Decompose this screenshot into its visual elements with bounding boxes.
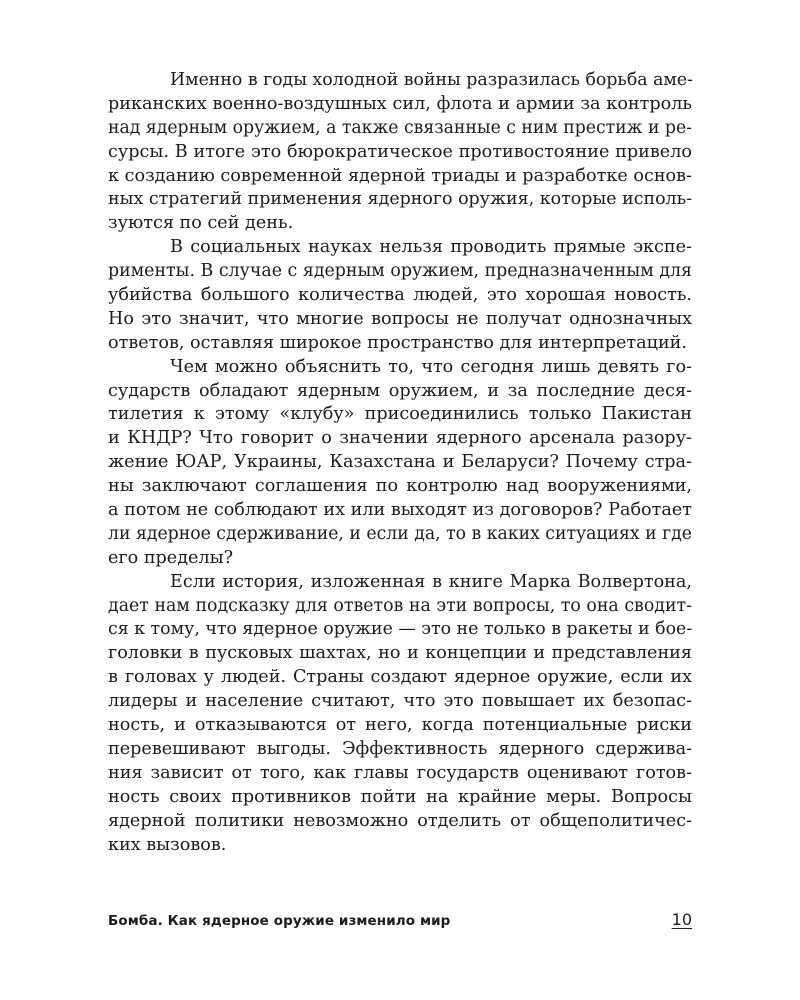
text-line: тилетия к этому «клубу» присоединились только Пакистан bbox=[108, 404, 692, 425]
page-number: 10 bbox=[671, 910, 692, 929]
text-line: и КНДР? Что говорит о значении ядерного арсенала разору- bbox=[108, 428, 692, 449]
text-line: сударств обладают ядерным оружием, и за последние деся- bbox=[108, 380, 692, 401]
text-line: ких вызовов. bbox=[108, 834, 227, 855]
text-line: ных стратегий применения ядерного оружия, которые исполь- bbox=[108, 189, 692, 210]
running-footer bbox=[108, 910, 692, 932]
paragraph bbox=[108, 236, 692, 355]
text-line: ответов, оставляя широкое пространство для интерпретаций. bbox=[108, 332, 687, 353]
text-line: ность своих противников пойти на крайние меры. Вопросы bbox=[108, 786, 692, 807]
text-line: жение ЮАР, Украины, Казахстана и Беларуси? Почему стра- bbox=[108, 452, 692, 473]
text-line: зуются по сей день. bbox=[108, 213, 294, 234]
text-line: лидеры и население считают, что это повышает их безопас- bbox=[108, 691, 692, 712]
text-line: ния зависит от того, как главы государств оценивают готов- bbox=[108, 762, 692, 783]
text-line: убийства большого количества людей, это хорошая новость. bbox=[108, 285, 692, 306]
text-line: ся к тому, что ядерное оружие — это не только в ракеты и бое- bbox=[108, 619, 693, 640]
text-line: риканских военно-воздушных сил, флота и армии за контроль bbox=[108, 93, 692, 114]
text-line: над ядерным оружием, а также связанные с ним престиж и ре- bbox=[108, 117, 692, 138]
text-line: ность, и отказываются от него, когда потенциальные риски bbox=[108, 715, 692, 736]
text-line: сурсы. В итоге это бюрократическое противостояние привело bbox=[108, 141, 692, 162]
paragraph bbox=[108, 69, 692, 236]
book-title: Бомба. Как ядерное оружие изменило мир bbox=[108, 913, 451, 929]
text-line: ли ядерное сдерживание, и если да, то в каких ситуациях и где bbox=[108, 523, 692, 544]
text-line: а потом не соблюдают их или выходят из договоров? Работает bbox=[108, 500, 692, 521]
text-line: ядерной политики невозможно отделить от общеполитичес- bbox=[108, 810, 692, 831]
text-line: Но это значит, что многие вопросы не получат однозначных bbox=[108, 308, 692, 329]
text-line: В социальных науках нельзя проводить прямые экспе- bbox=[170, 237, 692, 258]
text-line: Если история, изложенная в книге Марка Волвертона, bbox=[170, 571, 692, 592]
text-line: головки в пусковых шахтах, но и концепции и представления bbox=[108, 643, 692, 664]
text-line: дает нам подсказку для ответов на эти вопросы, то она сводит- bbox=[108, 595, 692, 616]
text-line: его пределы? bbox=[108, 547, 234, 568]
text-line: к созданию современной ядерной триады и разработке основ- bbox=[108, 165, 692, 186]
text-line: Именно в годы холодной войны разразилась борьба аме- bbox=[170, 70, 693, 90]
paragraph bbox=[108, 356, 692, 571]
text-line: рименты. В случае с ядерным оружием, предназначенным для bbox=[108, 261, 692, 282]
body-text bbox=[108, 69, 692, 857]
paragraph bbox=[108, 571, 692, 858]
text-line: Чем можно объяснить то, что сегодня лишь девять го- bbox=[170, 356, 692, 377]
text-line: ны заключают соглашения по контролю над вооружениями, bbox=[108, 476, 692, 497]
text-line: перевешивают выгоды. Эффективность ядерного сдержива- bbox=[108, 738, 692, 759]
text-line: в головах у людей. Страны создают ядерное оружие, если их bbox=[108, 667, 692, 688]
